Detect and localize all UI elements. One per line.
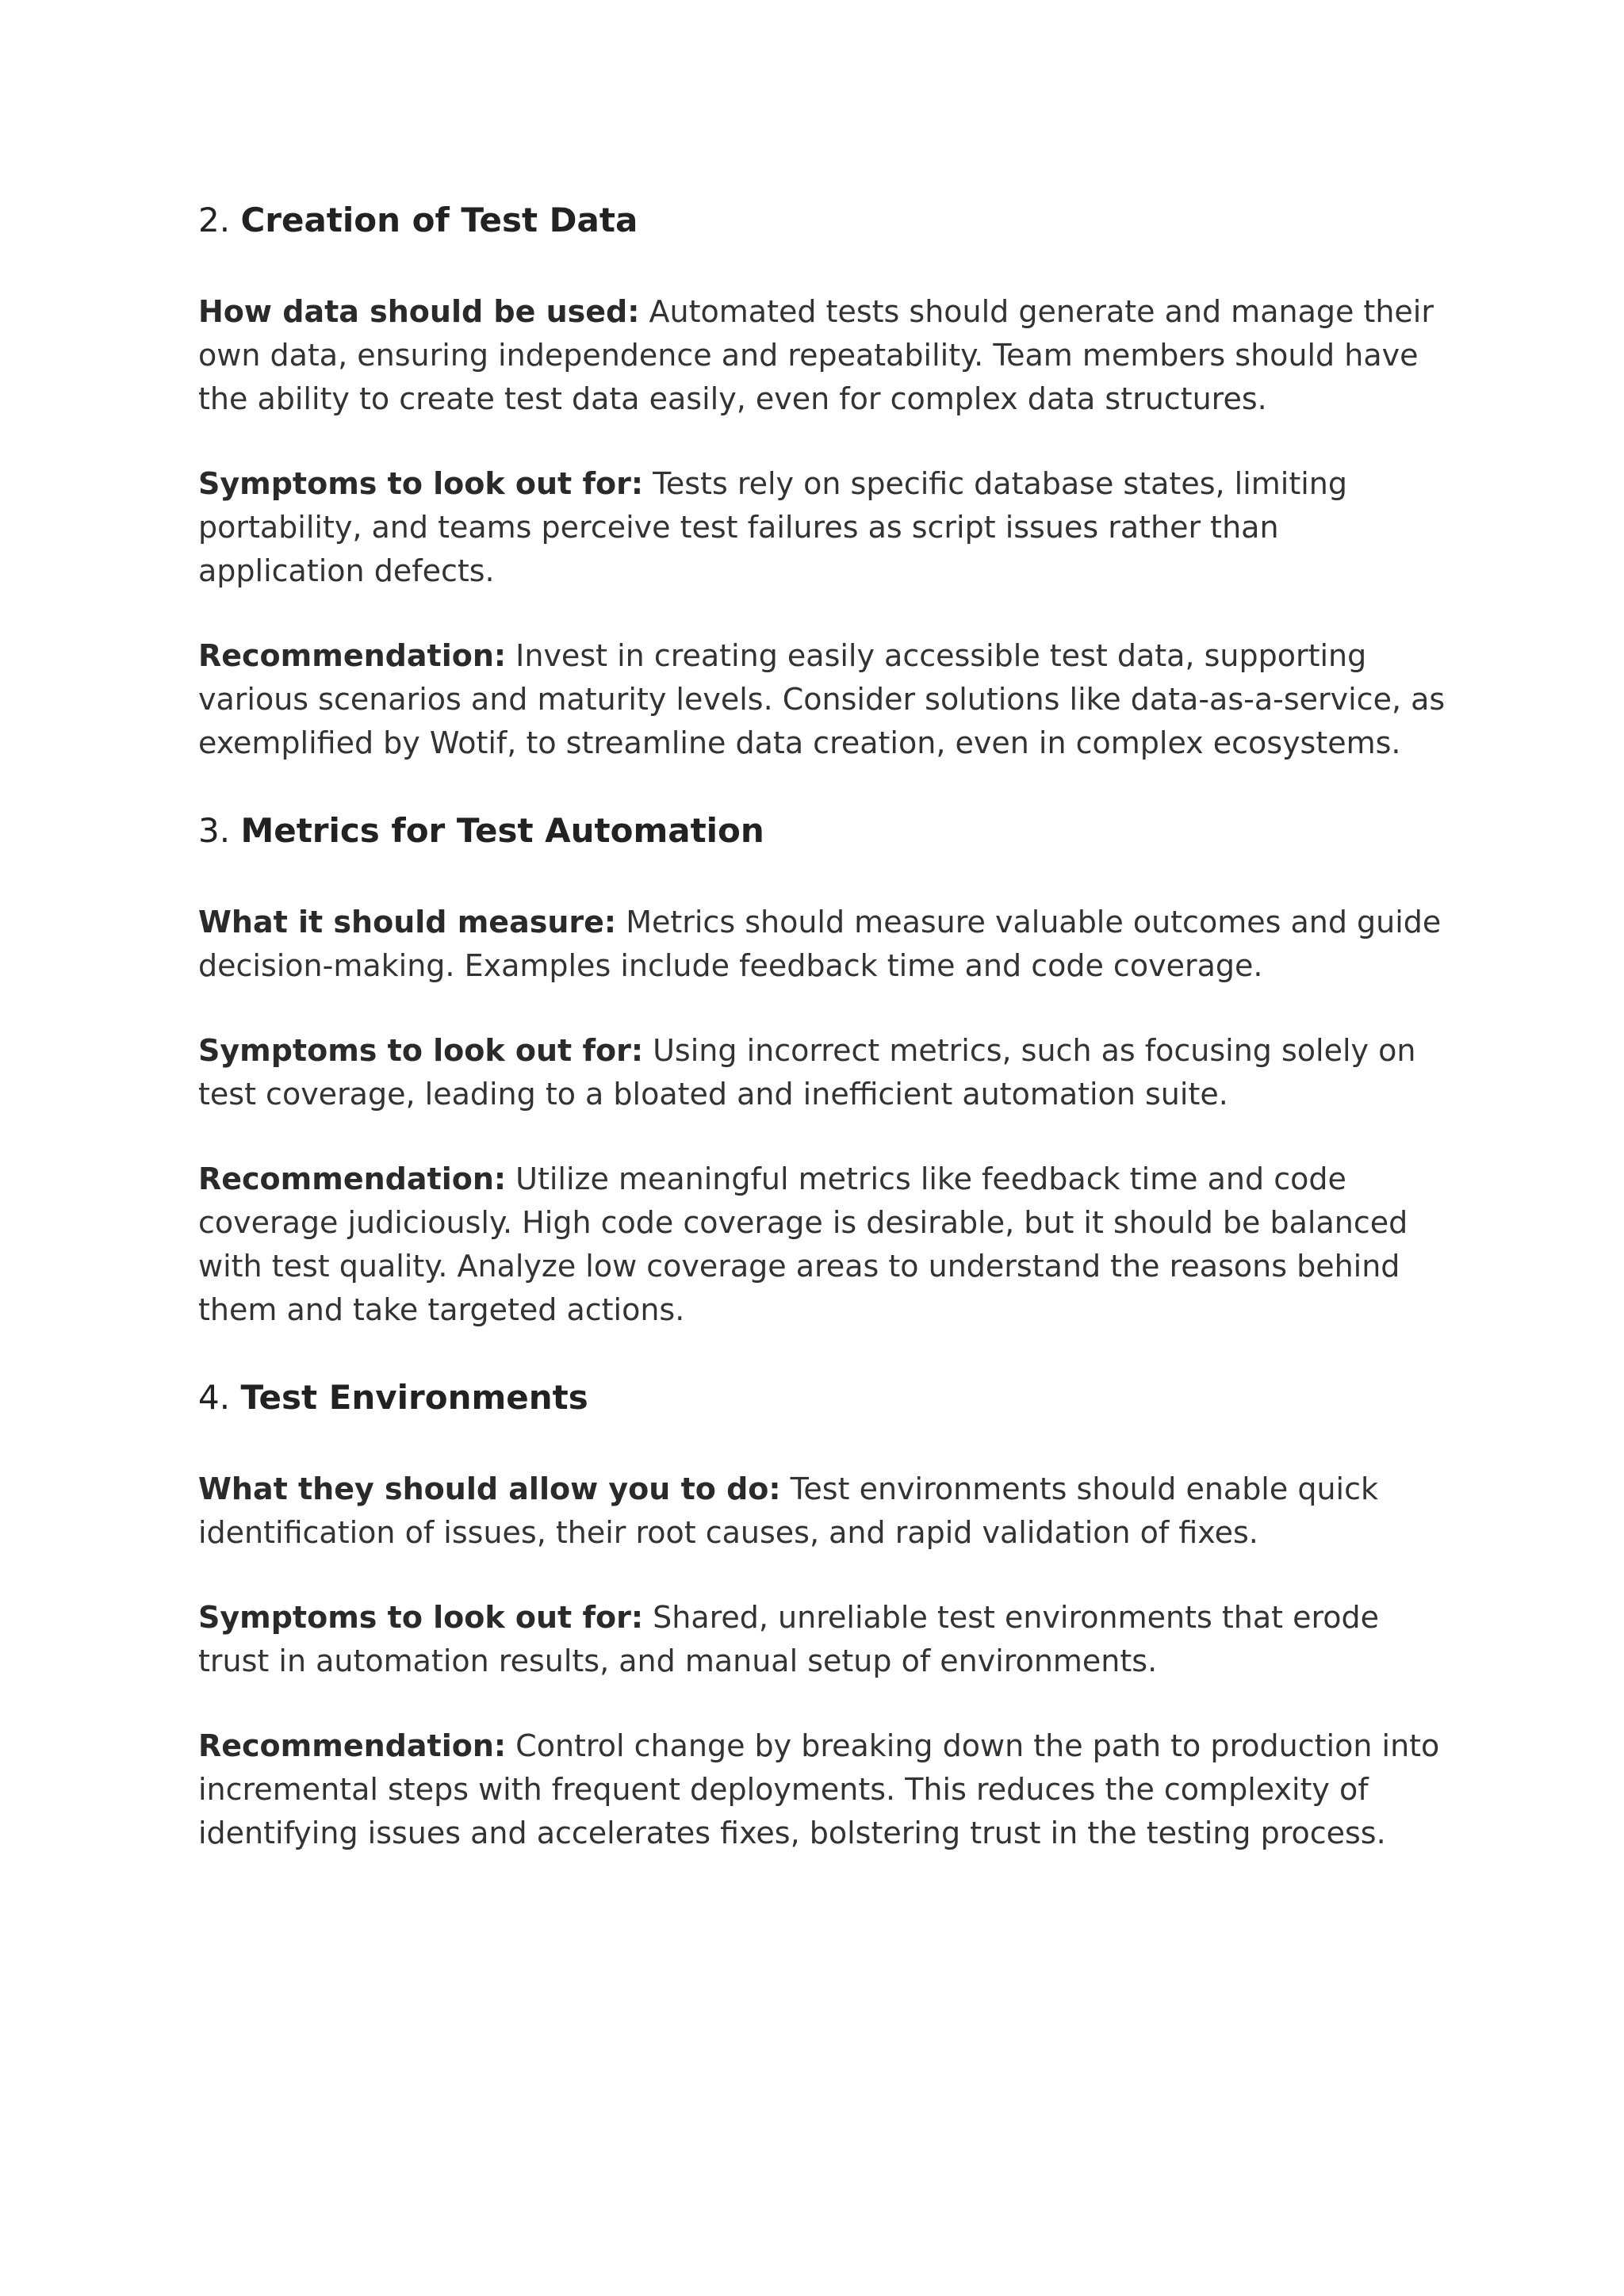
paragraph-text: Shared, unreliable test environments that erode trust in automation results, and manual setup of environments. xyxy=(198,1600,1380,1678)
paragraph-recommendation xyxy=(198,634,1451,765)
paragraph-text: Using incorrect metrics, such as focusing solely on test coverage, leading to a bloated and inefficient automation suite. xyxy=(198,1033,1416,1112)
section-title: Creation of Test Data xyxy=(240,201,638,239)
paragraph-label: Symptoms to look out for: xyxy=(198,1600,644,1635)
paragraph-recommendation xyxy=(198,1158,1451,1332)
section-title: Test Environments xyxy=(240,1378,588,1417)
paragraph-symptoms xyxy=(198,1596,1451,1683)
paragraph-text: Control change by breaking down the path to production into incremental steps with frequent deployments. This reduces the complexity of identifying issues and accelerates fixes, bolstering trust in the testing process. xyxy=(198,1728,1440,1850)
section-heading-test-environments xyxy=(198,1374,1451,1422)
paragraph-how-data-should-be-used xyxy=(198,290,1451,421)
paragraph-symptoms xyxy=(198,1029,1451,1116)
section-number: 4. xyxy=(198,1378,231,1417)
paragraph-label: Recommendation: xyxy=(198,1161,507,1196)
section-number: 2. xyxy=(198,201,231,239)
paragraph-label: Symptoms to look out for: xyxy=(198,1033,644,1068)
paragraph-what-it-should-measure xyxy=(198,901,1451,988)
paragraph-text: Automated tests should generate and manage their own data, ensuring independence and repeatability. Team members should have the ability to create test data easily, even for complex data structures. xyxy=(198,294,1434,416)
paragraph-text: Invest in creating easily accessible test data, supporting various scenarios and maturity levels. Consider solutions like data-as-a-service, as exemplified by Wotif, to streamline data creation, even in complex ecosystems. xyxy=(198,638,1446,760)
paragraph-symptoms xyxy=(198,462,1451,593)
paragraph-label: Recommendation: xyxy=(198,1728,507,1763)
paragraph-label: What they should allow you to do: xyxy=(198,1471,781,1506)
section-title: Metrics for Test Automation xyxy=(240,811,764,850)
document-body xyxy=(198,197,1451,1855)
section-heading-creation-of-test-data xyxy=(198,197,1451,244)
paragraph-text: Utilize meaningful metrics like feedback time and code coverage judiciously. High code coverage is desirable, but it should be balanced with test quality. Analyze low coverage areas to understand the reasons behind them and take targeted actions. xyxy=(198,1161,1408,1327)
paragraph-recommendation xyxy=(198,1724,1451,1855)
section-number: 3. xyxy=(198,811,231,850)
paragraph-text: Tests rely on specific database states, limiting portability, and teams perceive test failures as script issues rather than application defects. xyxy=(198,466,1348,588)
paragraph-label: How data should be used: xyxy=(198,294,640,329)
paragraph-text: Metrics should measure valuable outcomes and guide decision-making. Examples include feedback time and code coverage. xyxy=(198,905,1442,983)
paragraph-label: What it should measure: xyxy=(198,905,617,939)
paragraph-label: Recommendation: xyxy=(198,638,507,673)
paragraph-label: Symptoms to look out for: xyxy=(198,466,644,501)
section-heading-metrics-for-test-automation xyxy=(198,807,1451,855)
paragraph-text: Test environments should enable quick identification of issues, their root causes, and rapid validation of fixes. xyxy=(198,1471,1378,1550)
paragraph-what-they-should-allow xyxy=(198,1468,1451,1555)
